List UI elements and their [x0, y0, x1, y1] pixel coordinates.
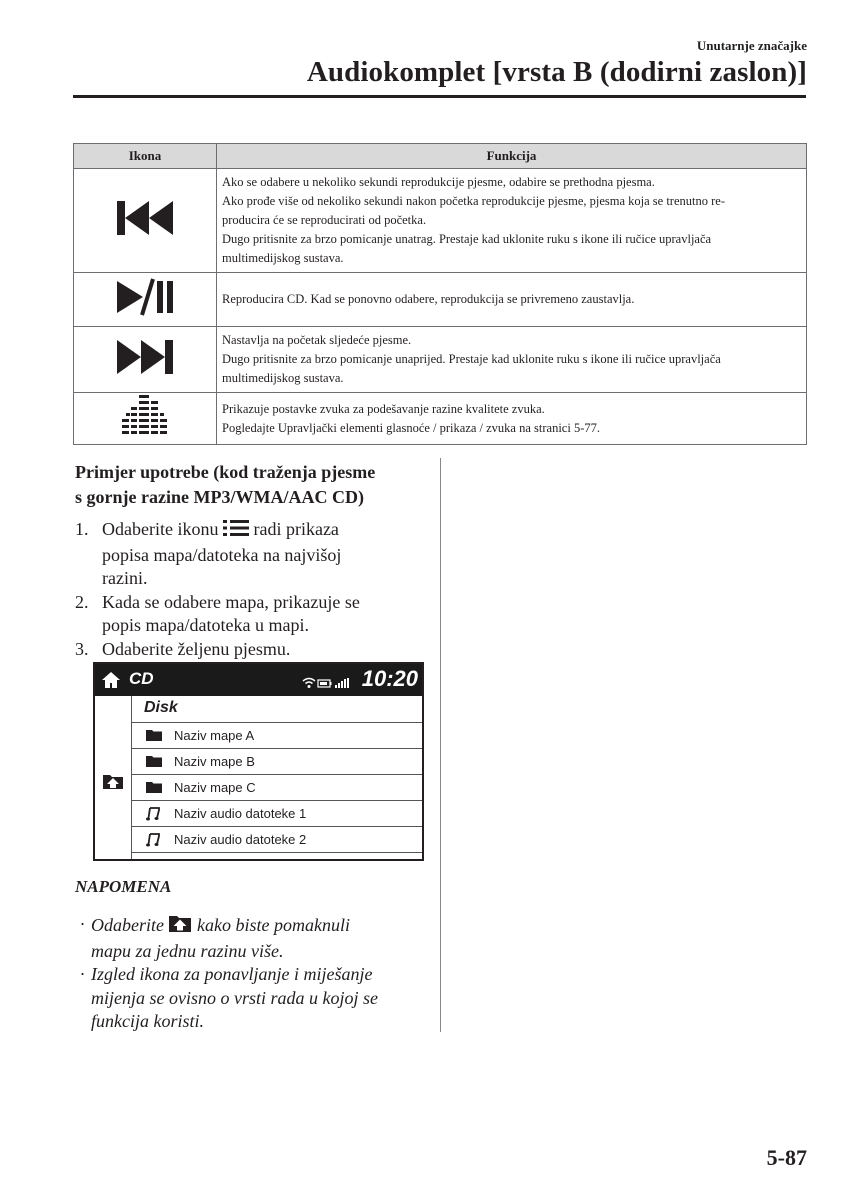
- status-icons: [302, 676, 350, 694]
- folder-up-icon[interactable]: [102, 772, 124, 795]
- table-row: [74, 169, 807, 273]
- step-text: Odaberite ikonu: [102, 519, 219, 539]
- list-item-label: Naziv mape C: [174, 780, 256, 795]
- folder-icon: [146, 755, 162, 770]
- equalizer-icon: [120, 427, 170, 441]
- description-line: Prikazuje postavke zvuka za podešavanje razine kvalitete zvuka.: [222, 401, 545, 416]
- list-item[interactable]: [132, 723, 422, 749]
- music-note-icon: [146, 807, 160, 824]
- note-text: Izgled ikona za ponavljanje i miješanje: [91, 964, 373, 984]
- clock: 10:20: [361, 666, 418, 691]
- note-text: Odaberite: [91, 915, 164, 935]
- folder-up-icon: [168, 913, 192, 940]
- description-line: multimedijskog sustava.: [222, 371, 344, 385]
- note-text: mijenja se ovisno o vrsti rada u kojoj se: [91, 987, 378, 1008]
- step-list: [75, 518, 360, 661]
- step-item: [75, 518, 360, 591]
- step-text: popisa mapa/datoteka na najvišoj: [102, 544, 342, 565]
- folder-icon: [146, 781, 162, 796]
- description-line: Pogledajte Upravljački elementi glasnoće / prikaza / zvuka na stranici 5-77.: [222, 420, 600, 435]
- description-line: Ako se odabere u nekoliko sekundi reprodukcije pjesme, odabire se prethodna pjesma.: [222, 175, 655, 189]
- list-item-label: Naziv audio datoteke 1: [174, 806, 307, 821]
- table-row: [74, 273, 807, 327]
- list-item-label: Naziv mape B: [174, 754, 255, 769]
- play-pause-icon: [115, 306, 175, 320]
- note-text: kako biste pomaknuli: [196, 915, 350, 935]
- step-text: radi prikaza: [253, 519, 339, 539]
- section-label: Unutarnje značajke: [696, 38, 807, 53]
- folder-icon: [146, 729, 162, 744]
- example-heading-line: s gornje razine MP3/WMA/AAC CD): [75, 487, 364, 507]
- function-table: [73, 143, 807, 445]
- file-list: [132, 696, 422, 859]
- note-item: [80, 963, 378, 1034]
- step-number: 2.: [75, 591, 89, 612]
- page-number: 5-87: [766, 1145, 807, 1170]
- step-item: [75, 638, 360, 662]
- description-line: multimedijskog sustava.: [222, 251, 344, 265]
- list-item-label: Naziv mape A: [174, 728, 255, 743]
- description-line: Nastavlja na početak sljedeće pjesme.: [222, 333, 412, 347]
- note-list: [80, 913, 378, 1034]
- status-bar: [95, 664, 422, 696]
- bullet: ·: [80, 964, 85, 984]
- step-text: razini.: [102, 568, 148, 588]
- header-icon: Ikona: [74, 144, 217, 169]
- note-item: [80, 913, 378, 963]
- table-header-row: [74, 144, 807, 169]
- step-item: [75, 591, 360, 638]
- example-heading-line: Primjer upotrebe (kod traženja pjesme: [75, 462, 376, 482]
- home-icon[interactable]: [101, 671, 121, 694]
- skip-forward-icon: [116, 364, 174, 378]
- description-line: Ako prođe više od nekoliko sekundi nakon početka reprodukcije pjesme, pjesma koja se trenutno re-: [222, 194, 725, 208]
- skip-back-icon: [116, 225, 174, 239]
- list-item[interactable]: [132, 749, 422, 775]
- list-item-label: Naziv audio datoteke 2: [174, 832, 307, 847]
- step-number: 1.: [75, 519, 89, 539]
- description-line: Dugo pritisnite za brzo pomicanje unatrag. Prestaje kad uklonite ruku s ikone ili ručice upravljača: [222, 232, 712, 246]
- header-function: Funkcija: [217, 144, 807, 169]
- note-text: mapu za jednu razinu više.: [91, 940, 284, 961]
- column-divider: [440, 458, 441, 1032]
- step-number: 3.: [75, 638, 89, 659]
- table-row: [74, 327, 807, 393]
- step-text: Kada se odabere mapa, prikazuje se: [102, 591, 360, 612]
- source-label: CD: [129, 669, 154, 688]
- list-item[interactable]: [132, 801, 422, 827]
- description-line: producira će se reproducirati od početka.: [222, 213, 427, 227]
- example-heading: [75, 460, 375, 510]
- music-note-icon: [146, 833, 160, 850]
- page-title: Audiokomplet [vrsta B (dodirni zaslon)]: [306, 56, 807, 88]
- table-row: [74, 393, 807, 445]
- display-screen: [93, 662, 424, 861]
- step-text: popis mapa/datoteka u mapi.: [102, 615, 309, 635]
- screen-sidebar: [95, 696, 132, 859]
- list-heading: [132, 696, 422, 723]
- list-item[interactable]: [132, 775, 422, 801]
- step-text: Odaberite željenu pjesmu.: [102, 638, 291, 659]
- bullet: ·: [80, 914, 85, 934]
- description-line: Dugo pritisnite za brzo pomicanje unaprijed. Prestaje kad uklonite ruku s ikone ili ručice upravljača: [222, 352, 721, 366]
- description-line: Reproducira CD. Kad se ponovno odabere, reprodukcija se privremeno zaustavlja.: [222, 292, 635, 306]
- list-item[interactable]: [132, 827, 422, 853]
- list-heading-label: Disk: [144, 699, 178, 716]
- title-rule: [73, 95, 806, 98]
- note-heading: NAPOMENA: [75, 877, 172, 896]
- note-text: funkcija koristi.: [91, 1011, 204, 1031]
- list-icon: [223, 519, 249, 544]
